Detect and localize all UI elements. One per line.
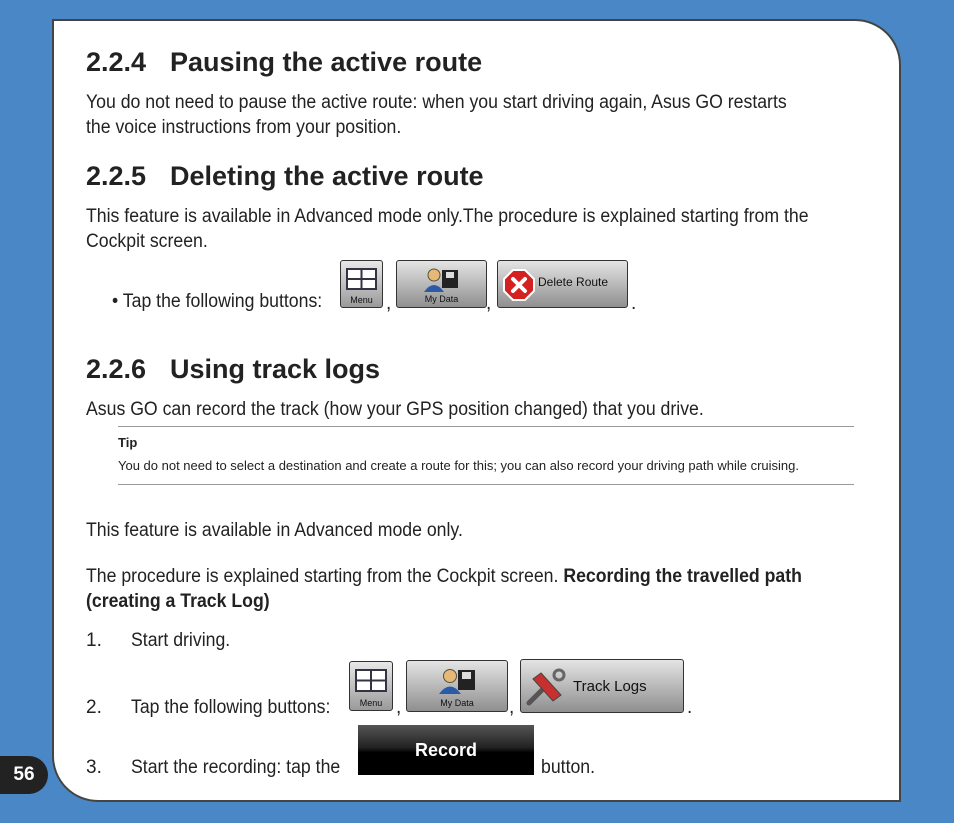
section-2-2-5-line-1: This feature is available in Advanced mode only.The procedure is explained starting from the — [86, 206, 809, 227]
track-logs-button[interactable] — [520, 659, 684, 713]
procedure-bold-1: Recording the travelled path — [563, 566, 802, 587]
period: . — [687, 697, 693, 718]
track-logs-intro: Asus GO can record the track (how your GPS position changed) that you drive. — [86, 399, 704, 420]
section-2-2-5-line-2: Cockpit screen. — [86, 231, 208, 252]
step-3-after: button. — [541, 757, 596, 778]
comma: , — [396, 697, 402, 718]
step-2-text: Tap the following buttons: — [131, 697, 331, 718]
my-data-icon — [437, 666, 479, 696]
section-2-2-4-line-1: You do not need to pause the active route: when you start driving again, Asus GO restarts — [86, 92, 787, 113]
tap-buttons-bullet: • Tap the following buttons: — [112, 291, 323, 312]
menu-button[interactable] — [349, 661, 393, 711]
step-3-number: 3. — [86, 757, 102, 778]
section-2-2-4-line-2: the voice instructions from your position. — [86, 117, 402, 138]
delete-route-button-label: Delete Route — [538, 275, 609, 289]
tip-bottom-divider — [118, 484, 854, 485]
menu-icon — [341, 263, 382, 297]
my-data-button[interactable] — [406, 660, 508, 712]
comma: , — [386, 293, 392, 314]
section-heading-2-2-5 — [86, 161, 484, 192]
procedure-bold-2: (creating a Track Log) — [86, 591, 270, 612]
period: . — [631, 293, 637, 314]
comma: , — [509, 697, 515, 718]
track-logs-button-label: Track Logs — [573, 678, 647, 695]
menu-button-label: Menu — [350, 295, 373, 305]
section-title: Deleting the active route — [170, 161, 484, 191]
advanced-mode-note: This feature is available in Advanced mode only. — [86, 520, 463, 541]
tip-title: Tip — [118, 435, 138, 450]
menu-icon — [350, 664, 392, 698]
menu-button-label: Menu — [359, 698, 383, 708]
section-heading-2-2-4 — [86, 47, 482, 78]
procedure-text: The procedure is explained starting from the Cockpit screen. — [86, 566, 559, 587]
delete-route-button[interactable] — [497, 260, 628, 308]
my-data-button-label: My Data — [424, 294, 459, 304]
procedure-paragraph — [86, 564, 802, 589]
delete-x-icon — [502, 268, 536, 302]
section-title: Pausing the active route — [170, 47, 483, 77]
section-title: Using track logs — [170, 354, 381, 384]
section-number: 2.2.4 — [86, 47, 147, 77]
section-number: 2.2.6 — [86, 354, 147, 384]
step-2-number: 2. — [86, 697, 102, 718]
my-data-button-label: My Data — [440, 698, 474, 708]
tip-text: You do not need to select a destination and create a route for this; you can also record your driving path while cruising. — [118, 458, 799, 473]
step-3-text: Start the recording: tap the — [131, 757, 341, 778]
menu-button[interactable] — [340, 260, 383, 308]
step-1-text: Start driving. — [131, 630, 231, 651]
my-data-icon — [422, 266, 462, 294]
my-data-button[interactable] — [396, 260, 487, 308]
section-heading-2-2-6 — [86, 354, 380, 385]
track-logs-icon — [523, 665, 571, 709]
comma: , — [486, 293, 492, 314]
section-number: 2.2.5 — [86, 161, 147, 191]
tip-top-divider — [118, 426, 854, 427]
record-button[interactable]: Record — [358, 725, 534, 775]
page-number: 56 — [0, 756, 48, 794]
step-1-number: 1. — [86, 630, 102, 651]
